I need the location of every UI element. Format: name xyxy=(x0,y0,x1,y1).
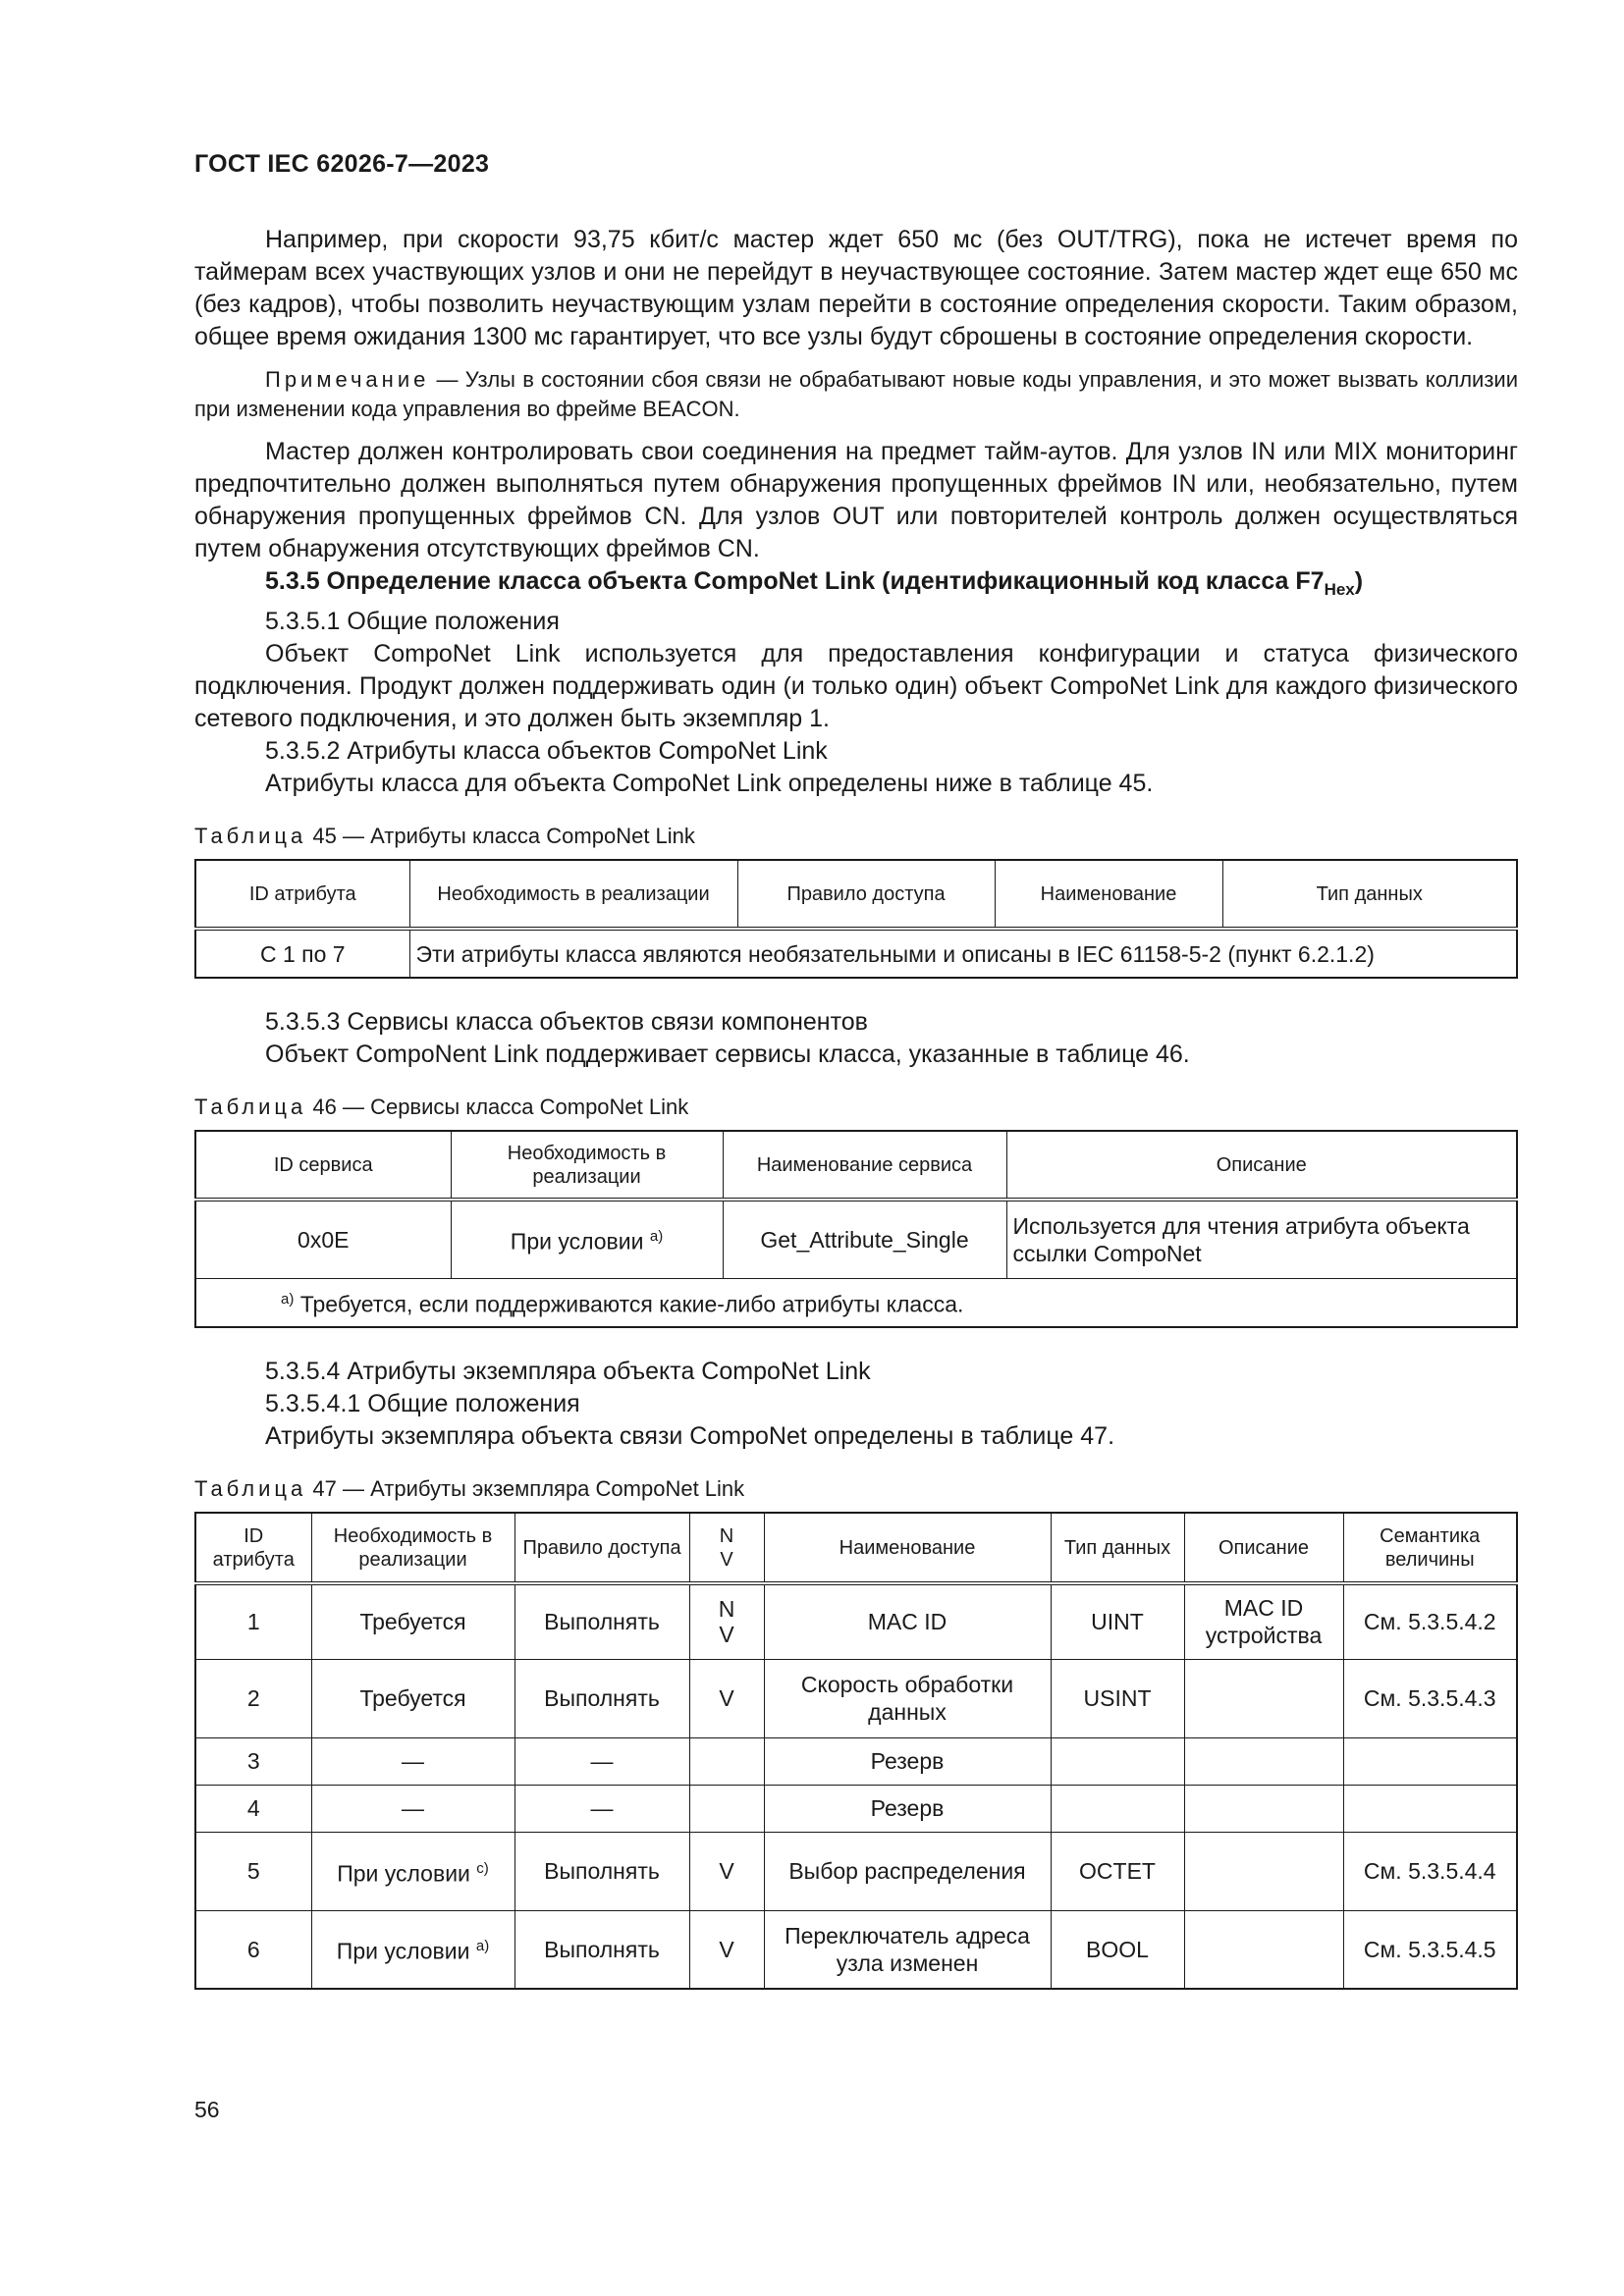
table47-cell-name: Скорость обработки данных xyxy=(764,1659,1051,1737)
table47-cell-name: Резерв xyxy=(764,1737,1051,1785)
table47-header-desc: Описание xyxy=(1184,1513,1343,1583)
paragraph-speed-example: Например, при скорости 93,75 кбит/с мастер ждет 650 мс (без OUT/TRG), пока не истечет время по таймерам всех участвующих узлов и они не перейдут в неучаствующее состояние. Затем мастер ждет еще 650 мс (без кадров), чтобы позволить неучаствующим узлам перейти в состояние определения скорости. Таким образом, общее время ожидания 1300 мс гарантирует, что все узлы будут сброшены в состояние определения скорости. xyxy=(194,226,1518,350)
table47-caption: Таблица 47 — Атрибуты экземпляра CompoNet Link xyxy=(194,1476,745,1501)
table47-cell-id: 1 xyxy=(195,1583,311,1659)
table-row xyxy=(195,1737,1517,1785)
table47-cell-required: Требуется xyxy=(311,1659,514,1737)
table47-header-type: Тип данных xyxy=(1051,1513,1184,1583)
table45-caption: Таблица 45 — Атрибуты класса CompoNet Link xyxy=(194,824,695,848)
paragraph-link-object: Объект CompoNet Link используется для предоставления конфигурации и статуса физического подключения. Продукт должен поддерживать один (и только один) объект CompoNet Link для каждого физического сетевого подключения, и это должен быть экземпляр 1. xyxy=(194,640,1518,732)
table47-cell-nv: V xyxy=(689,1659,764,1737)
table47-cell-access: — xyxy=(514,1737,689,1785)
table-row xyxy=(195,1910,1517,1989)
table47-cell-type xyxy=(1051,1737,1184,1785)
table47-cell-type: USINT xyxy=(1051,1659,1184,1737)
table47-cell-name: Резерв xyxy=(764,1785,1051,1832)
table-row xyxy=(195,1832,1517,1910)
table45-header-name: Наименование xyxy=(995,860,1222,929)
document-header: ГОСТ IEC 62026-7—2023 xyxy=(194,150,490,178)
table46-cell-id: 0x0E xyxy=(195,1200,451,1278)
table47-cell-access: Выполнять xyxy=(514,1910,689,1989)
note xyxy=(194,365,1518,424)
table47-cell-nv: V xyxy=(689,1832,764,1910)
table47-cell-nv xyxy=(689,1785,764,1832)
table47-cell-semantics: См. 5.3.5.4.3 xyxy=(1343,1659,1517,1737)
table-row xyxy=(195,1785,1517,1832)
table45-header-required: Необходимость в реализации xyxy=(409,860,737,929)
table46-header-id: ID сервиса xyxy=(195,1131,451,1200)
table47-cell-desc xyxy=(1184,1832,1343,1910)
table46-caption: Таблица 46 — Сервисы класса CompoNet Link xyxy=(194,1095,689,1119)
table47-cell-semantics: См. 5.3.5.4.2 xyxy=(1343,1583,1517,1659)
table47-cell-required: — xyxy=(311,1737,514,1785)
table47-cell-required: Требуется xyxy=(311,1583,514,1659)
table47-cell-nv xyxy=(689,1737,764,1785)
table46-footnote: $^{a)}$ Требуется, если поддерживаются какие-либо атрибуты класса. xyxy=(195,1278,1517,1327)
footnote-mark: a) xyxy=(475,1938,490,1955)
table-row xyxy=(195,929,1517,978)
table47-cell-nv: N V xyxy=(689,1583,764,1659)
table47-cell-id: 2 xyxy=(195,1659,311,1737)
table45-header-id: ID атрибута xyxy=(195,860,409,929)
table47-cell-desc: MAC ID устройства xyxy=(1184,1583,1343,1659)
table47-cell-name: MAC ID xyxy=(764,1583,1051,1659)
table47-cell-desc xyxy=(1184,1910,1343,1989)
table47-cell-required: При условии $^{c)}$ xyxy=(311,1832,514,1910)
table47-header-id: ID атрибута xyxy=(195,1513,311,1583)
section-heading-5-3-5-4: 5.3.5.4 Атрибуты экземпляра объекта CompoNet Link xyxy=(265,1358,871,1385)
table47-cell-desc xyxy=(1184,1785,1343,1832)
footnote-mark: c) xyxy=(476,1859,489,1877)
table47-cell-id: 3 xyxy=(195,1737,311,1785)
table47-cell-name: Переключатель адреса узла изменен xyxy=(764,1910,1051,1989)
table-47 xyxy=(194,1512,1518,1990)
table46-cell-name: Get_Attribute_Single xyxy=(723,1200,1006,1278)
table47-cell-semantics: См. 5.3.5.4.5 xyxy=(1343,1910,1517,1989)
table47-cell-type: UINT xyxy=(1051,1583,1184,1659)
table46-cell-desc: Используется для чтения атрибута объекта ссылки CompoNet xyxy=(1006,1200,1517,1278)
page-number: 56 xyxy=(194,2097,220,2122)
table-row xyxy=(195,1583,1517,1659)
table47-cell-nv: V xyxy=(689,1910,764,1989)
note-label: Примечание xyxy=(265,367,430,392)
table47-cell-id: 6 xyxy=(195,1910,311,1989)
table47-cell-required: — xyxy=(311,1785,514,1832)
table47-header-nv: N V xyxy=(689,1513,764,1583)
table46-header-required: Необходимость в реализации xyxy=(451,1131,723,1200)
table47-cell-id: 4 xyxy=(195,1785,311,1832)
table47-cell-type: OCTET xyxy=(1051,1832,1184,1910)
table47-body xyxy=(195,1583,1517,1989)
table47-header-semantics: Семантика величины xyxy=(1343,1513,1517,1583)
table47-cell-access: — xyxy=(514,1785,689,1832)
section-heading-5-3-5-3: 5.3.5.3 Сервисы класса объектов связи компонентов xyxy=(265,1008,868,1036)
table45-cell-id: С 1 по 7 xyxy=(195,929,409,978)
table47-cell-type: BOOL xyxy=(1051,1910,1184,1989)
table47-cell-required: При условии $^{a)}$ xyxy=(311,1910,514,1989)
section-heading-5-3-5-1: 5.3.5.1 Общие положения xyxy=(265,608,560,635)
table-row xyxy=(195,1659,1517,1737)
table46-cell-required: При условии $^{a)}$ xyxy=(451,1200,723,1278)
table47-cell-access: Выполнять xyxy=(514,1832,689,1910)
table47-cell-semantics xyxy=(1343,1785,1517,1832)
paragraph-table45-ref: Атрибуты класса для объекта CompoNet Link определены ниже в таблице 45. xyxy=(265,770,1154,797)
table-row xyxy=(195,1200,1517,1278)
section-heading-5-3-5-4-1: 5.3.5.4.1 Общие положения xyxy=(265,1390,580,1417)
table47-cell-access: Выполнять xyxy=(514,1583,689,1659)
table45-header-access: Правило доступа xyxy=(737,860,995,929)
table47-header-required: Необходимость в реализации xyxy=(311,1513,514,1583)
table-46 xyxy=(194,1130,1518,1328)
table47-cell-name: Выбор распределения xyxy=(764,1832,1051,1910)
table47-cell-desc xyxy=(1184,1659,1343,1737)
table-45 xyxy=(194,859,1518,979)
table47-cell-semantics xyxy=(1343,1737,1517,1785)
table47-header-name: Наименование xyxy=(764,1513,1051,1583)
table47-cell-access: Выполнять xyxy=(514,1659,689,1737)
table45-header-type: Тип данных xyxy=(1222,860,1517,929)
section-heading-5-3-5: 5.3.5 Определение класса объекта CompoNet Link (идентификационный код класса $F7_{Hex}$) xyxy=(265,567,1364,599)
table47-header-access: Правило доступа xyxy=(514,1513,689,1583)
table47-cell-desc xyxy=(1184,1737,1343,1785)
paragraph-table47-ref: Атрибуты экземпляра объекта связи CompoNet определены в таблице 47. xyxy=(265,1422,1115,1450)
page-content xyxy=(194,224,1518,1990)
table47-cell-type xyxy=(1051,1785,1184,1832)
table45-cell-text: Эти атрибуты класса являются необязательными и описаны в IEC 61158-5-2 (пункт 6.2.1.2) xyxy=(409,929,1517,978)
paragraph-timeout-monitoring: Мастер должен контролировать свои соединения на предмет тайм-аутов. Для узлов IN или MIX мониторинг предпочтительно должен выполняться путем обнаружения пропущенных фреймов IN или, необязательно, путем обнаружения пропущенных фреймов CN. Для узлов OUT или повторителей контроль должен осуществляться путем обнаружения отсутствующих фреймов CN. xyxy=(194,438,1518,562)
table47-cell-id: 5 xyxy=(195,1832,311,1910)
paragraph-table46-ref: Объект CompoNent Link поддерживает сервисы класса, указанные в таблице 46. xyxy=(265,1041,1190,1068)
section-heading-5-3-5-2: 5.3.5.2 Атрибуты класса объектов CompoNet Link xyxy=(265,737,828,765)
table46-header-desc: Описание xyxy=(1006,1131,1517,1200)
table46-header-name: Наименование сервиса xyxy=(723,1131,1006,1200)
note-text: — Узлы в состоянии сбоя связи не обрабатывают новые коды управления, и это может вызвать коллизии при изменении кода управления во фрейме BEACON. xyxy=(194,367,1518,421)
table47-cell-semantics: См. 5.3.5.4.4 xyxy=(1343,1832,1517,1910)
table46-footnote-row xyxy=(195,1278,1517,1327)
